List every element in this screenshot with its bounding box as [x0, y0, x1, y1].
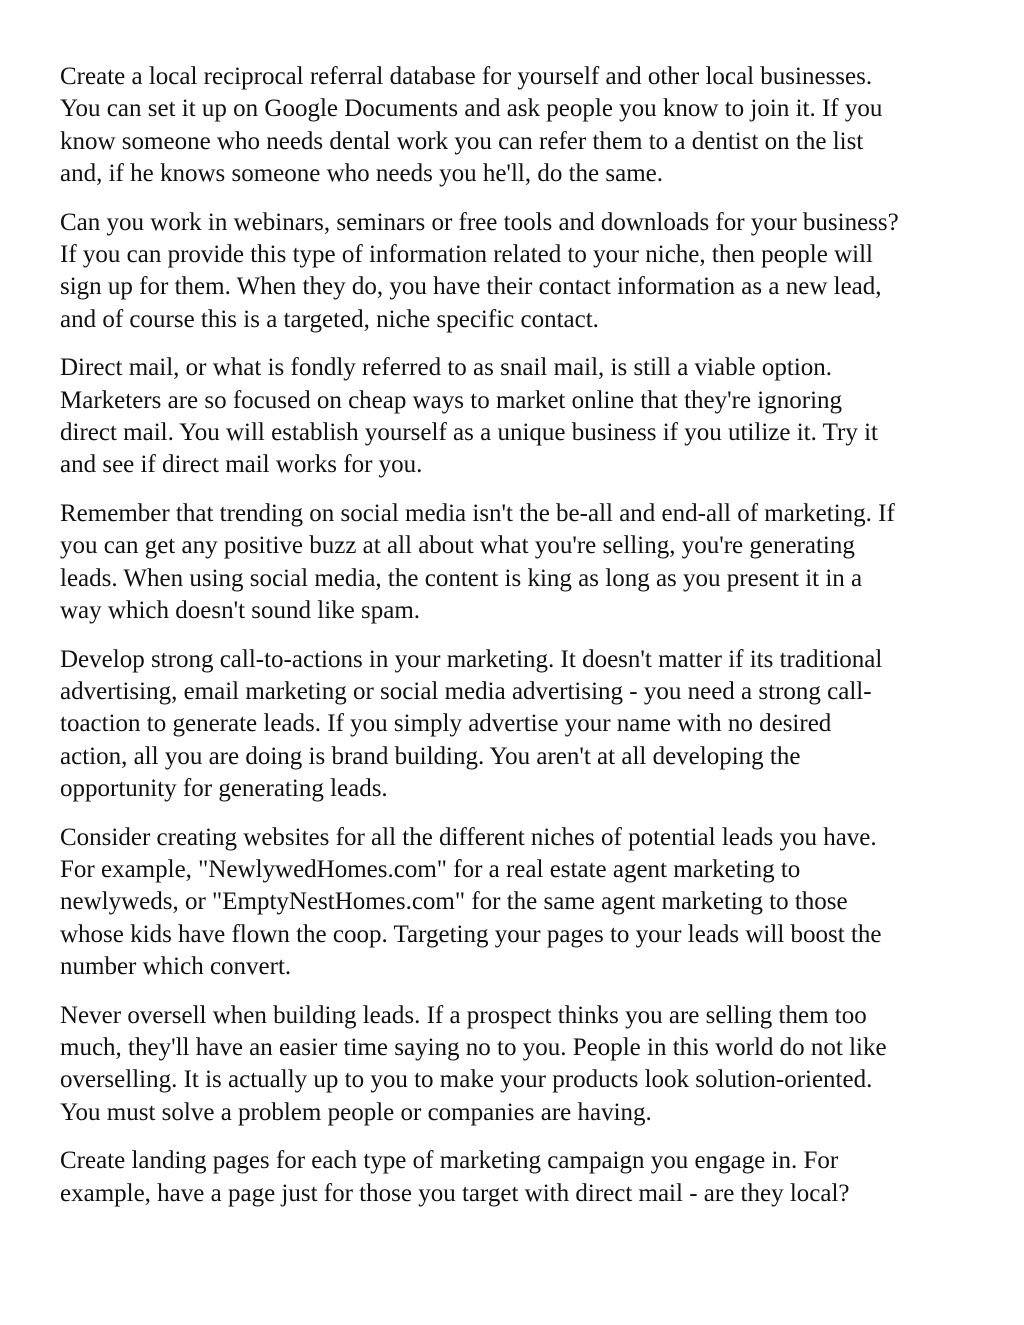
paragraph-never-oversell: Never oversell when building leads. If a prospect thinks you are selling them too much, they'll have an easier time saying no to you. People in this world do not like overselling. It is actually up to you to make your products look solution-oriented. You must solve a problem people or companies are having.	[60, 1001, 887, 1126]
paragraph-landing-pages: Create landing pages for each type of marketing campaign you engage in. For example, have a page just for those you target with direct mail - are they local?	[60, 1147, 850, 1207]
paragraph-niche-websites: Consider creating websites for all the different niches of potential leads you have. For example, "NewlywedHomes.com" for a real estate agent marketing to newlyweds, or "EmptyNestHomes.com" for the same agent marketing to those whose kids have flown the coop. Targeting your pages to your leads will boost the number which convert.	[60, 823, 882, 981]
paragraph-webinars: Can you work in webinars, seminars or free tools and downloads for your business? If you can provide this type of information related to your niche, then people will sign up for them. When they do, you have their contact information as a new lead, and of course this is a targeted, niche specific contact.	[60, 208, 899, 333]
paragraph-social-media: Remember that trending on social media isn't the be-all and end-all of marketing. If you can get any positive buzz at all about what you're selling, you're generating leads. When using social media, the content is king as long as you present it in a way which doesn't sound like spam.	[60, 499, 895, 625]
paragraph-call-to-action: Develop strong call-to-actions in your marketing. It doesn't matter if its traditional advertising, email marketing or social media advertising - you need a strong call- toaction to generate leads. If you simply advertise your name with no desired action, all you are doing is brand building. You aren't at all developing the opportunity for generating leads.	[60, 645, 883, 803]
paragraph-direct-mail: Direct mail, or what is fondly referred to as snail mail, is still a viable option. Marketers are so focused on cheap ways to market online that they're ignoring direct mail. You will establish yourself as a unique business if you utilize it. Try it and see if direct mail works for you.	[60, 354, 879, 479]
paragraph-referral-database: Create a local reciprocal referral database for yourself and other local businesses. You can set it up on Google Documents and ask people you know to join it. If you know someone who needs dental work you can refer them to a dentist on the list and, if he knows someone who needs you he'll, do the same.	[60, 63, 883, 188]
document-page	[60, 61, 970, 1226]
